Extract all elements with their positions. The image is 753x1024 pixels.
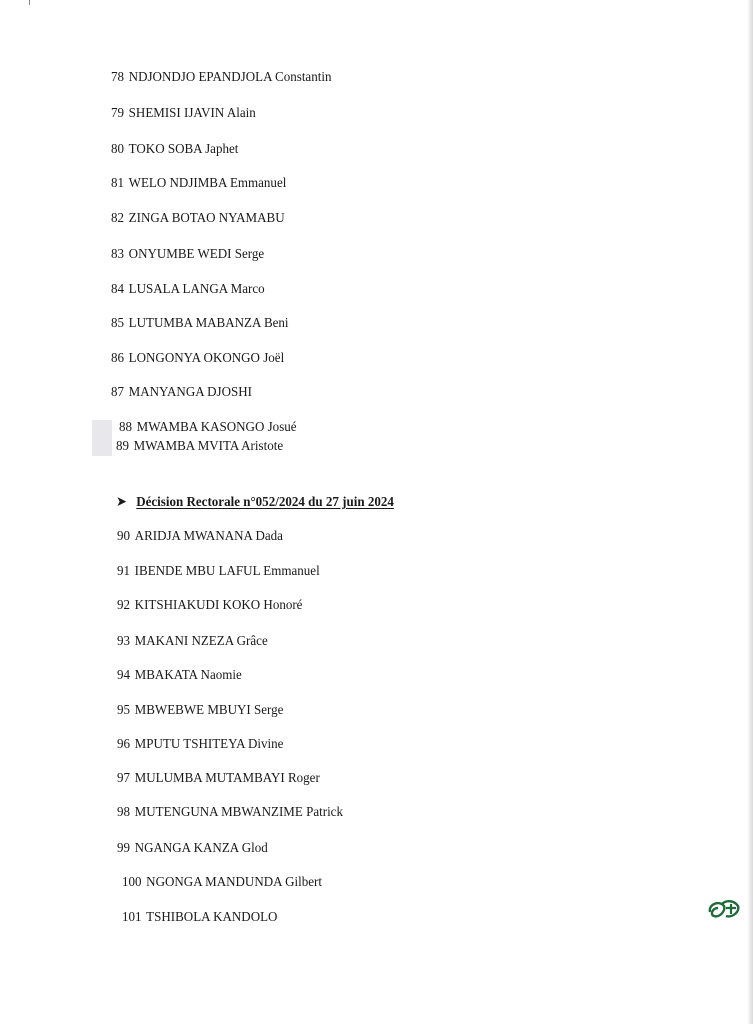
person-surname: MANYANGA DJOSHI	[128, 385, 253, 400]
person-firstname: Serge	[234, 247, 265, 262]
list-item	[117, 529, 283, 545]
item-number: 82	[111, 211, 125, 226]
item-number: 88	[119, 420, 133, 435]
person-surname: ZINGA BOTAO NYAMABU	[128, 211, 285, 226]
person-surname: LONGONYA OKONGO	[128, 351, 260, 366]
item-number: 98	[117, 805, 131, 820]
list-item	[117, 805, 343, 821]
item-number: 94	[117, 668, 131, 683]
list-item	[117, 771, 320, 787]
person-firstname: Honoré	[263, 598, 303, 613]
list-item	[111, 106, 256, 122]
person-firstname: Grâce	[236, 634, 268, 649]
initials-signature-icon	[706, 896, 742, 924]
person-surname: MWAMBA MVITA	[133, 439, 239, 454]
list-item	[117, 841, 268, 857]
person-surname: MUTENGUNA MBWANZIME	[134, 805, 303, 820]
list-item	[122, 910, 277, 926]
list-item	[116, 439, 283, 455]
item-number: 80	[111, 142, 125, 157]
person-surname: MAKANI NZEZA	[134, 634, 234, 649]
item-number: 78	[111, 70, 125, 85]
list-item	[117, 668, 242, 684]
person-surname: IBENDE MBU LAFUL	[134, 564, 261, 579]
person-surname: WELO NDJIMBA	[128, 176, 227, 191]
person-firstname: Serge	[254, 703, 284, 718]
item-number: 92	[117, 598, 131, 613]
list-item	[117, 634, 268, 650]
person-surname: TOKO SOBA	[128, 142, 202, 157]
person-firstname: Roger	[287, 771, 320, 786]
item-number: 100	[122, 875, 142, 890]
highlight-mark	[92, 420, 112, 456]
person-surname: SHEMISI IJAVIN	[128, 106, 225, 121]
item-number: 93	[117, 634, 131, 649]
person-surname: TSHIBOLA KANDOLO	[146, 910, 278, 925]
person-surname: ONYUMBE WEDI	[128, 247, 232, 262]
person-firstname: Japhet	[205, 142, 239, 157]
person-firstname: Alain	[226, 106, 256, 121]
person-firstname: Constantin	[275, 70, 332, 85]
item-number: 85	[111, 316, 125, 331]
person-surname: MULUMBA MUTAMBAYI	[134, 771, 285, 786]
list-item	[111, 247, 264, 263]
item-number: 90	[117, 529, 131, 544]
person-firstname: Glod	[241, 841, 268, 856]
person-firstname: Gilbert	[285, 875, 322, 890]
item-number: 79	[111, 106, 125, 121]
item-number: 91	[117, 564, 131, 579]
list-item	[111, 142, 238, 158]
scan-mark	[29, 0, 30, 5]
item-number: 89	[116, 439, 130, 454]
person-surname: NGONGA MANDUNDA	[146, 875, 282, 890]
list-item	[111, 316, 289, 332]
person-firstname: Patrick	[306, 805, 343, 820]
list-item	[111, 351, 284, 367]
section-heading	[116, 494, 394, 511]
item-number: 83	[111, 247, 125, 262]
item-number: 95	[117, 703, 131, 718]
item-number: 84	[111, 282, 125, 297]
item-number: 96	[117, 737, 131, 752]
list-item	[117, 598, 302, 614]
list-item	[111, 385, 252, 401]
person-surname: MBWEBWE MBUYI	[134, 703, 251, 718]
item-number: 101	[122, 910, 142, 925]
list-item	[117, 564, 320, 580]
list-item	[119, 420, 297, 436]
person-surname: NDJONDJO EPANDJOLA	[128, 70, 272, 85]
list-item	[117, 737, 283, 753]
decision-title: Décision Rectorale n°052/2024 du 27 juin 2024	[136, 495, 394, 510]
list-item	[111, 70, 331, 86]
person-firstname: Divine	[248, 737, 284, 752]
list-item	[111, 211, 285, 227]
person-surname: KITSHIAKUDI KOKO	[134, 598, 261, 613]
item-number: 87	[111, 385, 125, 400]
person-firstname: Dada	[255, 529, 283, 544]
person-firstname: Josué	[267, 420, 297, 435]
item-number: 99	[117, 841, 131, 856]
person-firstname: Naomie	[200, 668, 242, 683]
person-surname: LUSALA LANGA	[128, 282, 228, 297]
person-firstname: Beni	[263, 316, 289, 331]
person-surname: MWAMBA KASONGO	[136, 420, 265, 435]
list-item	[122, 875, 322, 891]
page-edge-shadow	[747, 0, 753, 1024]
item-number: 81	[111, 176, 125, 191]
item-number: 97	[117, 771, 131, 786]
person-surname: MPUTU TSHITEYA	[134, 737, 245, 752]
item-number: 86	[111, 351, 125, 366]
person-surname: NGANGA KANZA	[134, 841, 239, 856]
arrow-bullet-icon: ➤	[116, 495, 127, 510]
person-firstname: Marco	[230, 282, 265, 297]
person-firstname: Joël	[263, 351, 285, 366]
person-firstname: Emmanuel	[263, 564, 320, 579]
person-surname: ARIDJA MWANANA	[134, 529, 253, 544]
person-firstname: Emmanuel	[229, 176, 287, 191]
list-item	[111, 282, 265, 298]
person-surname: LUTUMBA MABANZA	[128, 316, 261, 331]
person-surname: MBAKATA	[134, 668, 198, 683]
person-firstname: Aristote	[241, 439, 284, 454]
list-item	[117, 703, 283, 719]
list-item	[111, 176, 286, 192]
